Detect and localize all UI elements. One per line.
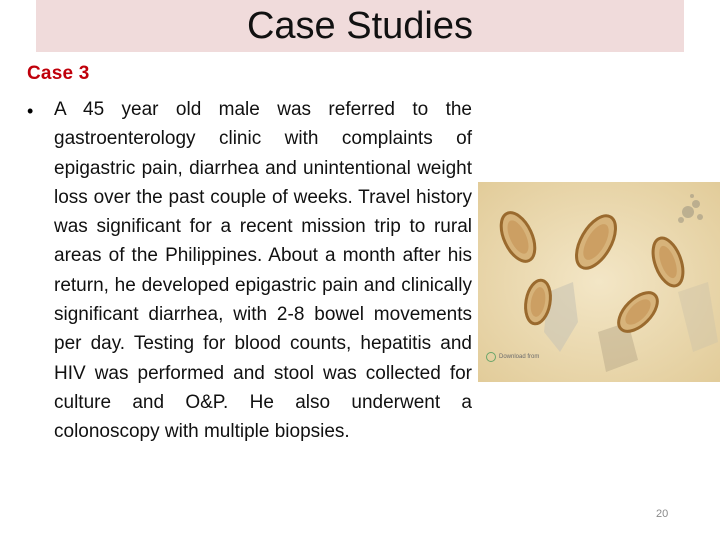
micrograph-svg bbox=[478, 182, 720, 382]
page-number: 20 bbox=[656, 508, 669, 520]
slide-title: Case Studies bbox=[246, 5, 473, 47]
bullet-dot-icon: • bbox=[27, 101, 34, 121]
case-label: Case 3 bbox=[27, 63, 90, 84]
ova-micrograph-image bbox=[478, 182, 720, 382]
watermark-line: Download from bbox=[499, 354, 540, 360]
title-bar bbox=[36, 0, 684, 52]
watermark-logo-icon bbox=[486, 352, 496, 362]
case-description: A 45 year old male was referred to the gastroenterology clinic with complaints of epigastric pain, diarrhea and unintentional weight loss over the past couple of weeks. Travel history was significant for a recent mission trip to rural areas of the Philippines. About a month after his return, he developed epigastric pain and clinically significant diarrhea, with 2-8 bowel movements per day. Testing for blood counts, hepatitis and HIV was performed and stool was collected for culture and O&P. He also underwent a colonoscopy with multiple biopsies. bbox=[54, 99, 472, 443]
